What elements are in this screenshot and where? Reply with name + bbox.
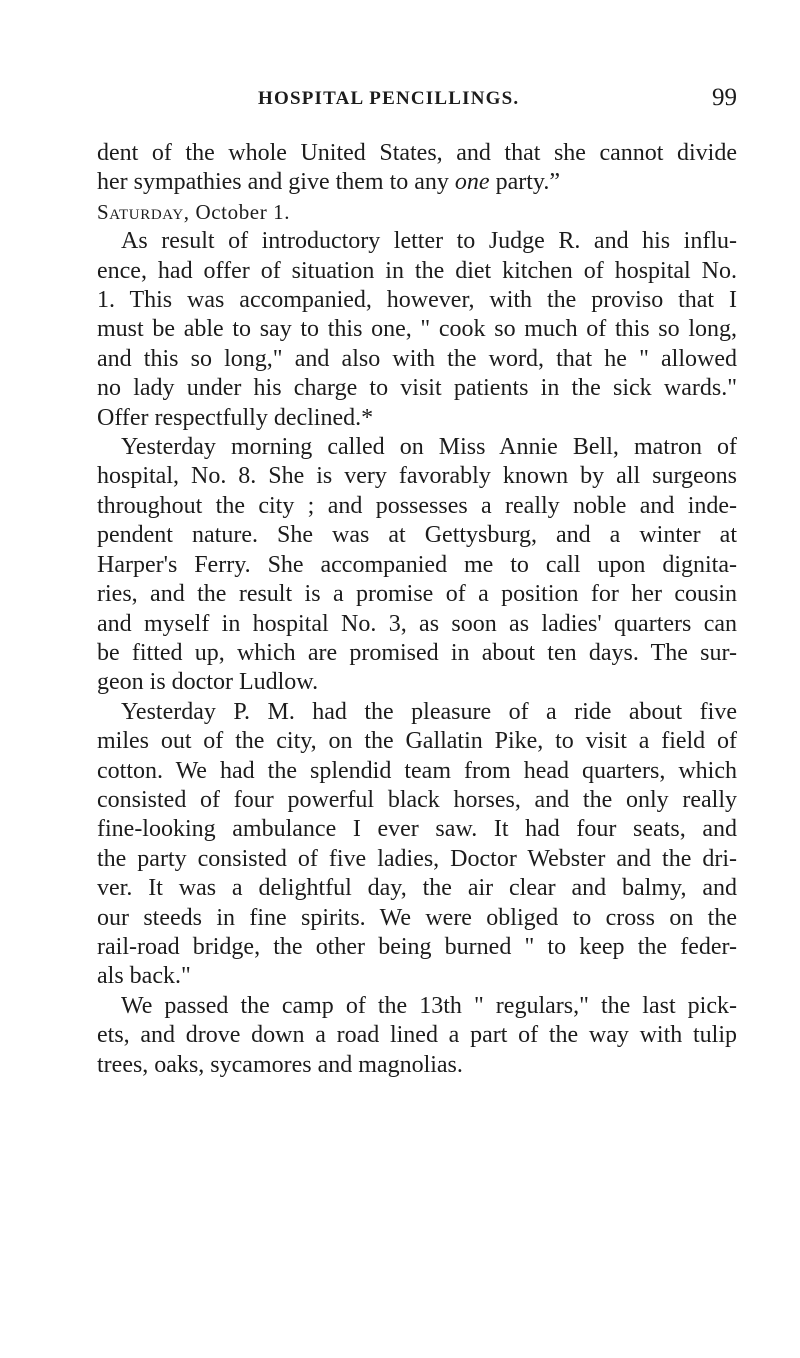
emphasis-one: one	[454, 169, 490, 196]
text-line: As result of introductory letter to Judge R. and his influ-	[121, 228, 737, 255]
text-line: and myself in hospital No. 3, as soon as ladies' quarters can	[97, 610, 737, 637]
text-line: Yesterday P. M. had the pleasure of a ride about five	[121, 698, 737, 725]
text-line: Offer respectfully declined.*	[97, 404, 374, 431]
text-line: ries, and the result is a promise of a position for her cousin	[97, 581, 737, 608]
text-line: 1. This was accompanied, however, with the proviso that I	[97, 287, 737, 314]
text-line: hospital, No. 8. She is very favorably known by all surgeons	[97, 463, 737, 490]
text-line: her sympathies and give them to any one party.”	[97, 169, 560, 196]
text-line: pendent nature. She was at Gettysburg, and a winter at	[97, 522, 737, 549]
text-line: miles out of the city, on the Gallatin Pike, to visit a field of	[97, 728, 737, 755]
text-line: cotton. We had the splendid team from head quarters, which	[97, 757, 737, 784]
text-line: the party consisted of five ladies, Doctor Webster and the dri-	[97, 845, 737, 872]
text-line: and this so long," and also with the word, that he " allowed	[97, 345, 737, 372]
paragraph-diet-kitchen	[97, 227, 737, 433]
text-line: ver. It was a delightful day, the air clear and balmy, and	[97, 875, 737, 902]
text-line: ence, had offer of situation in the diet kitchen of hospital No.	[97, 257, 737, 284]
paragraph-cotton-ride	[97, 698, 737, 992]
text-line: dent of the whole United States, and that she cannot divide	[97, 140, 737, 166]
paragraph-continuation	[97, 139, 737, 198]
dateline: Saturday, October 1.	[97, 199, 291, 224]
text-line: consisted of four powerful black horses, and the only really	[97, 786, 737, 813]
page-number: 99	[712, 84, 737, 111]
text-line: als back."	[97, 963, 191, 990]
text-line: We passed the camp of the 13th " regulars," the last pick-	[121, 992, 737, 1019]
text-line: rail-road bridge, the other being burned " to keep the feder-	[97, 933, 737, 960]
page-header	[0, 84, 800, 118]
text-line: fine-looking ambulance I ever saw. It had four seats, and	[97, 816, 737, 843]
text-line: Yesterday morning called on Miss Annie Bell, matron of	[121, 434, 737, 461]
text-line: our steeds in fine spirits. We were obliged to cross on the	[97, 904, 737, 931]
text-line: throughout the city ; and possesses a really noble and inde-	[97, 492, 737, 519]
text-line: geon is doctor Ludlow.	[97, 669, 319, 696]
text-line: no lady under his charge to visit patients in the sick wards."	[97, 375, 737, 402]
paragraph-annie-bell	[97, 433, 737, 698]
text-line: ets, and drove down a road lined a part of the way with tulip	[97, 1022, 737, 1049]
text-line: must be able to say to this one, " cook so much of this so long,	[97, 316, 737, 343]
body-text	[97, 139, 737, 1080]
paragraph-camp	[97, 992, 737, 1080]
running-head: HOSPITAL PENCILLINGS.	[258, 88, 520, 109]
text-line: Harper's Ferry. She accompanied me to call upon dignita-	[97, 551, 737, 578]
dateline-day: Saturday	[97, 199, 184, 224]
text-line: trees, oaks, sycamores and magnolias.	[97, 1051, 463, 1078]
text-line: be fitted up, which are promised in about ten days. The sur-	[97, 639, 737, 666]
